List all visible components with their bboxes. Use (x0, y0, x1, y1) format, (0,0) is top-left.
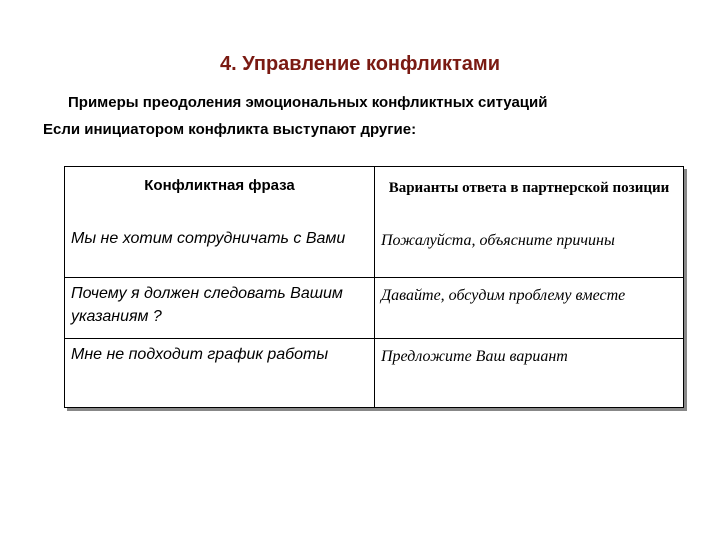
conflict-phrase-cell: Мне не подходит график работы (71, 346, 329, 363)
response-cell: Пожалуйста, объясните причины (381, 232, 615, 249)
table-row (65, 278, 683, 339)
header-response-options: Варианты ответа в партнерской позиции (388, 180, 670, 196)
table-row (65, 223, 683, 278)
header-conflict-phrase: Конфликтная фраза (144, 177, 295, 194)
slide-title: 4. Управление конфликтами (219, 53, 501, 75)
response-cell: Давайте, обсудим проблему вместе (381, 287, 626, 304)
conflict-phrase-cell: Почему я должен следовать Вашим указаниям ? (71, 285, 343, 325)
response-cell: Предложите Ваш вариант (381, 348, 568, 365)
conflict-table (64, 166, 684, 408)
conflict-phrase-cell: Мы не хотим сотрудничать с Вами (71, 230, 346, 247)
table-header-row (65, 167, 683, 223)
slide-subtitle: Примеры преодоления эмоциональных конфликтных ситуаций (68, 94, 548, 111)
slide-subtitle-condition: Если инициатором конфликта выступают другие: (43, 121, 417, 138)
table-row (65, 339, 683, 408)
